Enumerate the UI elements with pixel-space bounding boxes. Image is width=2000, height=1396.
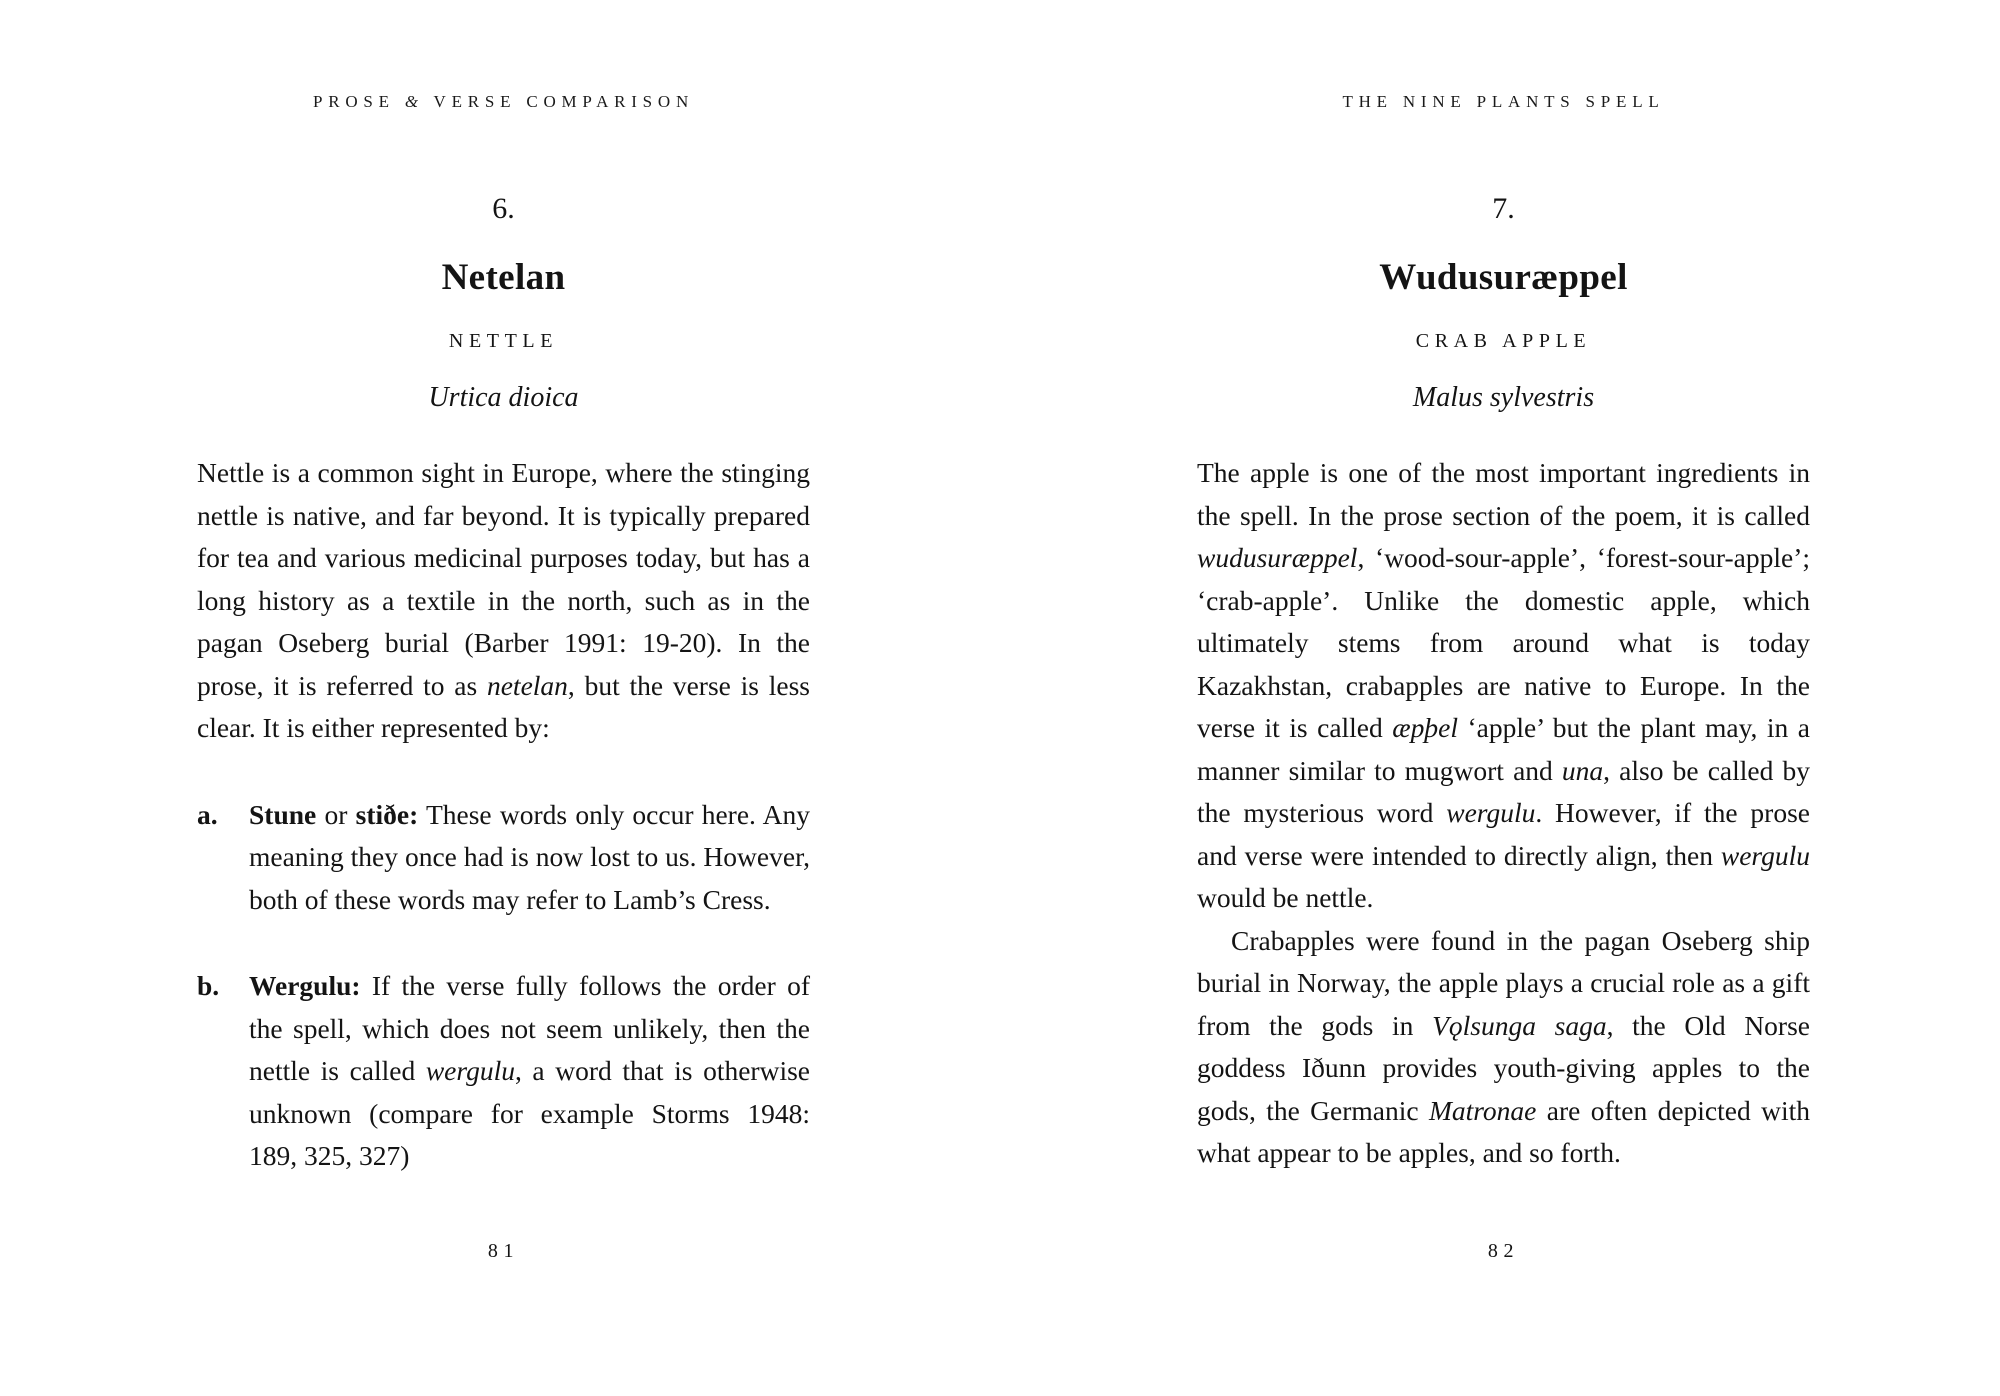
list-label: b. (197, 970, 220, 1001)
common-name: NETTLE (448, 330, 559, 352)
running-header: THE NINE PLANTS SPELL (1342, 92, 1665, 111)
running-header: PROSE & VERSE COMPARISON (312, 92, 695, 111)
page-number: 81 (487, 1240, 520, 1262)
list-item-b (197, 965, 810, 1178)
list-label: a. (197, 798, 218, 830)
latin-name: Malus sylvestris (1412, 382, 1595, 413)
latin-name: Urtica dioica (428, 382, 579, 413)
section-number: 6. (492, 192, 515, 225)
page-number: 82 (1487, 1240, 1520, 1262)
list-item-text: Stune or stiðe: These words only occur here. Any meaning they once had is now lost to us. However, both of these words may refer to Lamb’s Cress. (249, 798, 810, 915)
list-item-a (197, 794, 810, 922)
list-item-text: Wergulu: If the verse fully follows the order of the spell, which does not seem unlikely, then the nettle is called wergulu, a word that is otherwise unknown (compare for example Storms 1948: 189, 325, 327) (249, 970, 810, 1171)
plant-title: Wudusuræppel (1379, 257, 1628, 298)
plant-title: Netelan (441, 257, 566, 298)
page-left (197, 0, 810, 1396)
body-text (1197, 452, 1810, 1175)
body-text (197, 452, 810, 1178)
common-name: CRAB APPLE (1415, 330, 1592, 352)
paragraph: Crabapples were found in the pagan Oseberg ship burial in Norway, the apple plays a crucial role as a gift from the gods in Vǫlsunga saga, the Old Norse goddess Iðunn provides youth-giving apples to the gods, the Germanic Matronae are often depicted with what appear to be apples, and so forth. (1197, 924, 1810, 1168)
section-number: 7. (1492, 192, 1515, 225)
paragraph: Nettle is a common sight in Europe, where the stinging nettle is native, and far beyond. It is typically prepared for tea and various medicinal purposes today, but has a long history as a textile in the north, such as in the pagan Oseberg burial (Barber 1991: 19-20). In the prose, it is referred to as netelan, but the verse is less clear. It is either represented by: (197, 457, 810, 743)
paragraph: The apple is one of the most important ingredients in the spell. In the prose section of the poem, it is called wudusuræppel, ‘wood-sour-apple’, ‘forest-sour-apple’; ‘crab-apple’. Unlike the domestic apple, which ultimately stems from around what is today Kazakhstan, crabapples are native to Europe. In the verse it is called æpþel ‘apple’ but the plant may, in a manner similar to mugwort and una, also be called by the mysterious word wergulu. However, if the prose and verse were intended to directly align, then wergulu would be nettle. (1197, 457, 1810, 913)
page-right (1197, 0, 1810, 1396)
